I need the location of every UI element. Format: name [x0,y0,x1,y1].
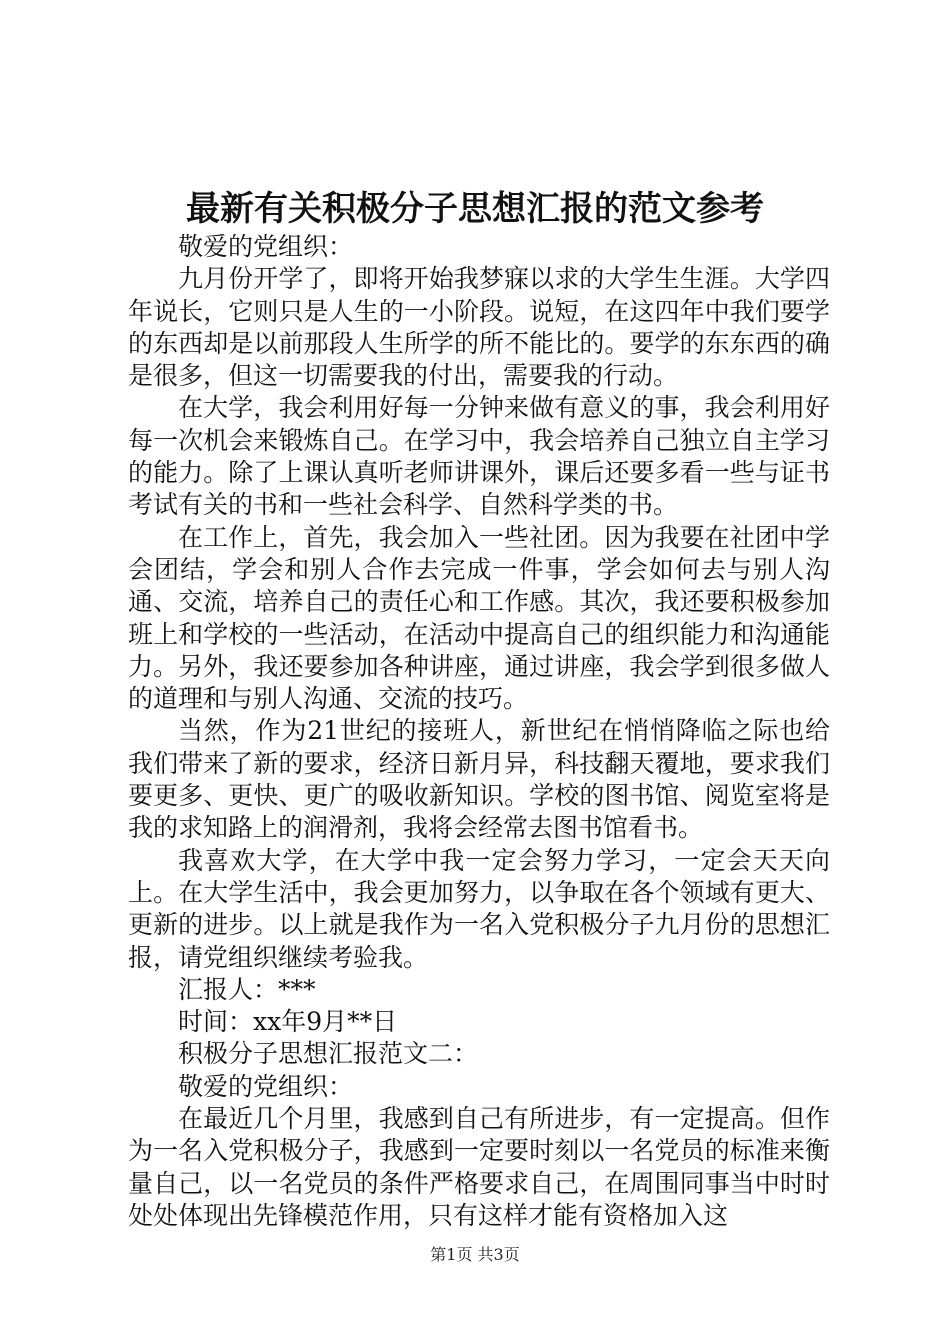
paragraph: 九月份开学了，即将开始我梦寐以求的大学生生涯。大学四年说长，它则只是人生的一小阶段。说短，在这四年中我们要学的东西却是以前那段人生所学的所不能比的。要学的东东西的确是很多，但这一切需要我的付出，需要我的行动。 [128,264,830,391]
document-body [128,231,830,1232]
page-number-footer: 第1页 共3页 [430,1245,520,1264]
paragraph: 当然，作为21世纪的接班人，新世纪在悄悄降临之际也给我们带来了新的要求，经济日新月异，科技翻天覆地，要求我们要更多、更快、更广的吸收新知识。学校的图书馆、阅览室将是我的求知路上的润滑剂，我将会经常去图书馆看书。 [128,716,830,843]
reporter-line: 汇报人：*** [178,974,316,1004]
section-heading: 积极分子思想汇报范文二： [178,1039,479,1069]
document-title: 最新有关积极分子思想汇报的范文参考 [186,189,764,229]
paragraph: 在工作上，首先，我会加入一些社团。因为我要在社团中学会团结，学会和别人合作去完成一件事，学会如何去与别人沟通、交流，培养自己的责任心和工作感。其次，我还要积极参加班上和学校的一些活动，在活动中提高自己的组织能力和沟通能力。另外，我还要参加各种讲座，通过讲座，我会学到很多做人的道理和与别人沟通、交流的技巧。 [128,522,830,714]
date-line: 时间：xx年9月**日 [178,1007,398,1037]
paragraph: 我喜欢大学，在大学中我一定会努力学习，一定会天天向上。在大学生活中，我会更加努力，以争取在各个领域有更大、更新的进步。以上就是我作为一名入党积极分子九月份的思想汇报，请党组织继续考验我。 [128,845,830,972]
paragraph: 在大学，我会利用好每一分钟来做有意义的事，我会利用好每一次机会来锻炼自己。在学习中，我会培养自己独立自主学习的能力。除了上课认真听老师讲课外，课后还要多看一些与证书考试有关的书和一些社会科学、自然科学类的书。 [128,393,830,520]
salutation: 敬爱的党组织： [178,1071,354,1101]
paragraph: 在最近几个月里，我感到自己有所进步，有一定提高。但作为一名入党积极分子，我感到一定要时刻以一名党员的标准来衡量自己，以一名党员的条件严格要求自己，在周围同事当中时时处处体现出先锋模范作用，只有这样才能有资格加入这 [128,1104,830,1230]
salutation: 敬爱的党组织： [178,232,354,261]
